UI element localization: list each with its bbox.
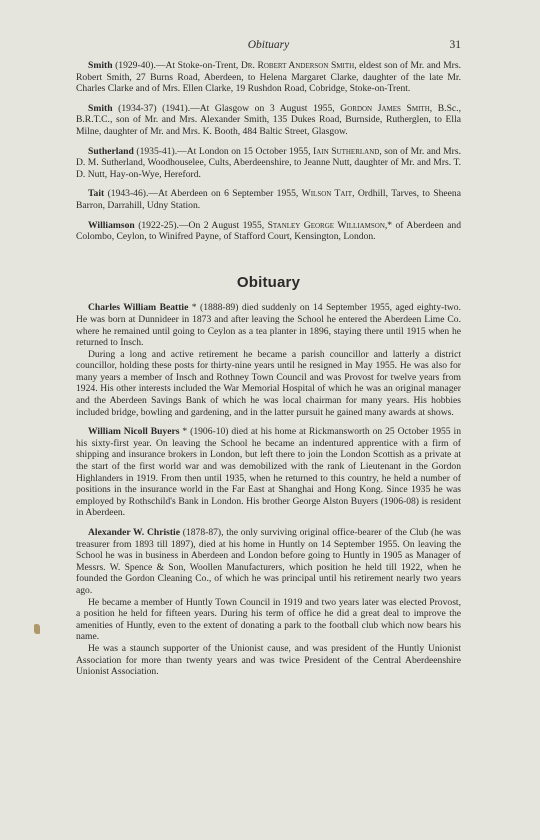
entry-surname: Smith [88,102,113,114]
marriage-entry [76,146,461,181]
entry-text: , Ordhill, Tarves, to Sheena Barron, Darrahill, Udny Station. [76,188,461,211]
entry-groom: Dr. Robert Anderson Smith [240,60,355,71]
entry-dates: (1934-37) (1941).—At Glasgow on 3 August 1955, [112,102,341,114]
entry-dates: (1935-41).—At London on 15 October 1955, [133,145,314,157]
obituary-text: * (1906-10) died at his home at Rickmansworth on 25 October 1955 in his sixty-first year. On leaving the School he became an indentured apprentice with a firm of shipping and insurance brokers in London, but left there to join the London Scottish as a private at the start of the first world war and was demobilized with the rank of Lieutenant in the Gordon Highlanders in 1919. From then until 1935, when he returned to this country, he held a number of positions in the insurance world in the Far East at Shanghai and Hong Kong. Since 1935 he was employed by Rothschild's Bank in London. His brother George Alston Buyers (1906-08) is resident in Aberdeen. [76,426,461,519]
running-title: Obituary [247,39,290,51]
entry-text: , son of Mr. and Mrs. D. M. Sutherland, Woodhouselee, Cults, Aberdeenshire, to Jeanne Nutt, daughter of Mr. and Mrs. T. D. Nutt, Hay-on-Wye, Hereford. [76,145,461,180]
obituary-paragraph [76,302,461,348]
entry-groom: Wilson Tait [301,188,353,200]
entry-text: ,* of Aberdeen and Colombo, Ceylon, to Winifred Payne, of Stafford Court, Kensington, London. [76,219,461,243]
obituary-paragraph: He was a staunch supporter of the Unionist cause, and was president of the Huntly Unionist Association for more than twenty years and was twice President of the Central Aberdeenshire Unionist Association. [76,642,461,678]
obituary-text: (1878-87), the only surviving original office-bearer of the Club (he was treasurer from 1893 till 1897), died at his home in Huntly on 14 September 1955. On leaving the School he was in business in Aberdeen and London before going to Huntly in 1905 as Manager of Messrs. W. Spence & Son, Woollen Manufacturers, which position he held till 1922, when he founded the Gordon Cleaning Co., of which he was principal until his retirement nearly two years ago. [76,527,461,596]
obituary-entry [76,426,461,519]
entry-dates: (1943-46).—At Aberdeen on 6 September 1955, [104,188,302,200]
obituary-paragraph: He became a member of Huntly Town Council in 1919 and two years later was elected Provost, a position he held for fifteen years. During his term of office he did a great deal to improve the amenities of Huntly, even to the extent of donating a park to the football club which now bears his name. [76,596,461,643]
obituary-paragraph [76,527,461,597]
obituary-name: William Nicoll Buyers [88,426,180,438]
obituary-entry [76,302,461,418]
entry-surname: Tait [88,188,105,200]
entry-groom: Iain Sutherland [313,145,380,157]
obituary-entry [76,527,461,678]
obituary-paragraph: During a long and active retirement he became a parish councillor and latterly a district councillor, holding these posts for thirty-nine years until he resigned in May 1955. He was also for many years a member of Insch and Rothney Town Council and was Provost for twelve years from 1924. His other interests included the War Memorial Hospital of which he was an original manager and the Aberdeen Savings Bank of which he was local chairman for many years. His hobbies included bridge, bowling and gardening, and in the latter pursuit he gained many awards at shows. [76,348,461,418]
entry-groom: Stanley George Williamson [267,219,385,231]
obituary-text: * (1888-89) died suddenly on 14 September 1955, aged eighty-two. He was born at Dunnideer in 1873 and after leaving the School he entered the Aberdeen Lime Co. where he remained until going to Ceylon as a tea planter in 1896, staying there until 1915 when he returned to Insch. [76,302,461,349]
entry-text: , B.Sc., B.R.T.C., son of Mr. and Mrs. Alexander Smith, 135 Dukes Road, Burnside, Rutherglen, to Ella Milne, daughter of Mr. and Mrs. K. Booth, 484 Baltic Street, Glasgow. [76,102,461,137]
ink-blot [34,624,40,634]
obituary-paragraph [76,426,461,519]
obituary-name: Charles William Beattie [88,302,189,314]
running-head [76,38,461,54]
marriage-entry [76,60,461,95]
section-heading: Obituary [236,273,301,291]
entry-surname: Smith [88,60,113,71]
entry-groom: Gordon James Smith [340,102,430,114]
obituary-name: Alexander W. Christie [88,527,180,538]
entry-surname: Williamson [88,219,135,231]
marriage-entry [76,103,461,138]
entry-dates: (1922-25).—On 2 August 1955, [134,219,268,231]
page-body [76,60,461,686]
marriage-entry [76,220,461,243]
entry-text: , eldest son of Mr. and Mrs. Robert Smith, 27 Burns Road, Aberdeen, to Helena Margaret Clarke, daughter of the late Mr. Charles Clarke and of Mrs. Ellen Clarke, 19 Rushdon Road, Cobridge, Stoke-on-Trent. [76,60,461,95]
entry-surname: Sutherland [88,145,134,157]
page-number: 31 [449,39,461,51]
marriage-entry [76,188,461,211]
entry-dates: (1929-40).—At Stoke-on-Trent, [112,60,241,71]
